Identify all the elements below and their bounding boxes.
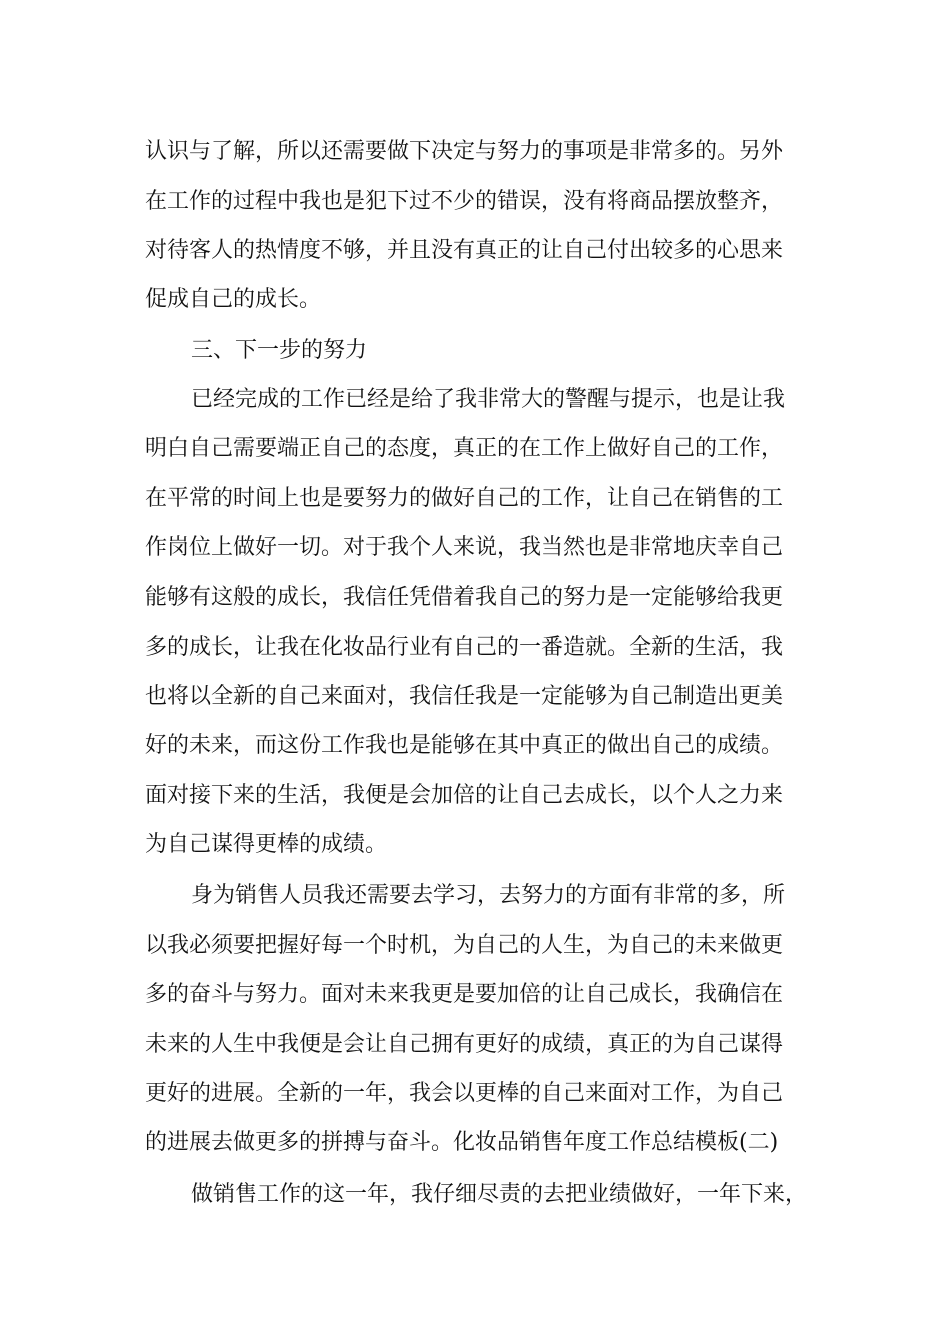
text-line: 面对接下来的生活，我便是会加倍的让自己去成长，以个人之力来 [145, 783, 784, 808]
text-line: 也将以全新的自己来面对，我信任我是一定能够为自己制造出更美 [145, 684, 784, 709]
text-line: 做销售工作的这一年，我仔细尽责的去把业绩做好，一年下来， [191, 1182, 808, 1207]
text-line: 认识与了解，所以还需要做下决定与努力的事项是非常多的。另外 [145, 139, 784, 164]
text-line: 在平常的时间上也是要努力的做好自己的工作，让自己在销售的工 [145, 486, 784, 511]
text-line: 促成自己的成长。 [145, 287, 322, 312]
text-line: 能够有这般的成长，我信任凭借着我自己的努力是一定能够给我更 [145, 585, 784, 610]
text-line: 的进展去做更多的拼搏与奋斗。化妆品销售年度工作总结模板(二) [145, 1130, 779, 1155]
text-line: 多的成长，让我在化妆品行业有自己的一番造就。全新的生活，我 [145, 635, 784, 660]
text-line: 多的奋斗与努力。面对未来我更是要加倍的让自己成长，我确信在 [145, 982, 784, 1007]
section-heading: 三、下一步的努力 [191, 338, 368, 363]
text-line: 对待客人的热情度不够，并且没有真正的让自己付出较多的心思来 [145, 238, 784, 263]
text-line: 为自己谋得更棒的成绩。 [145, 832, 388, 857]
text-line: 更好的进展。全新的一年，我会以更棒的自己来面对工作，为自己 [145, 1081, 784, 1106]
text-line: 好的未来，而这份工作我也是能够在其中真正的做出自己的成绩。 [145, 733, 784, 758]
text-line: 以我必须要把握好每一个时机，为自己的人生，为自己的未来做更 [145, 933, 784, 958]
text-line: 身为销售人员我还需要去学习，去努力的方面有非常的多，所 [191, 883, 786, 908]
text-line: 作岗位上做好一切。对于我个人来说，我当然也是非常地庆幸自己 [145, 535, 784, 560]
text-line: 在工作的过程中我也是犯下过不少的错误，没有将商品摆放整齐， [145, 189, 784, 214]
text-line: 已经完成的工作已经是给了我非常大的警醒与提示，也是让我 [191, 387, 786, 412]
text-line: 明白自己需要端正自己的态度，真正的在工作上做好自己的工作， [145, 436, 784, 461]
text-line: 未来的人生中我便是会让自己拥有更好的成绩，真正的为自己谋得 [145, 1032, 784, 1057]
